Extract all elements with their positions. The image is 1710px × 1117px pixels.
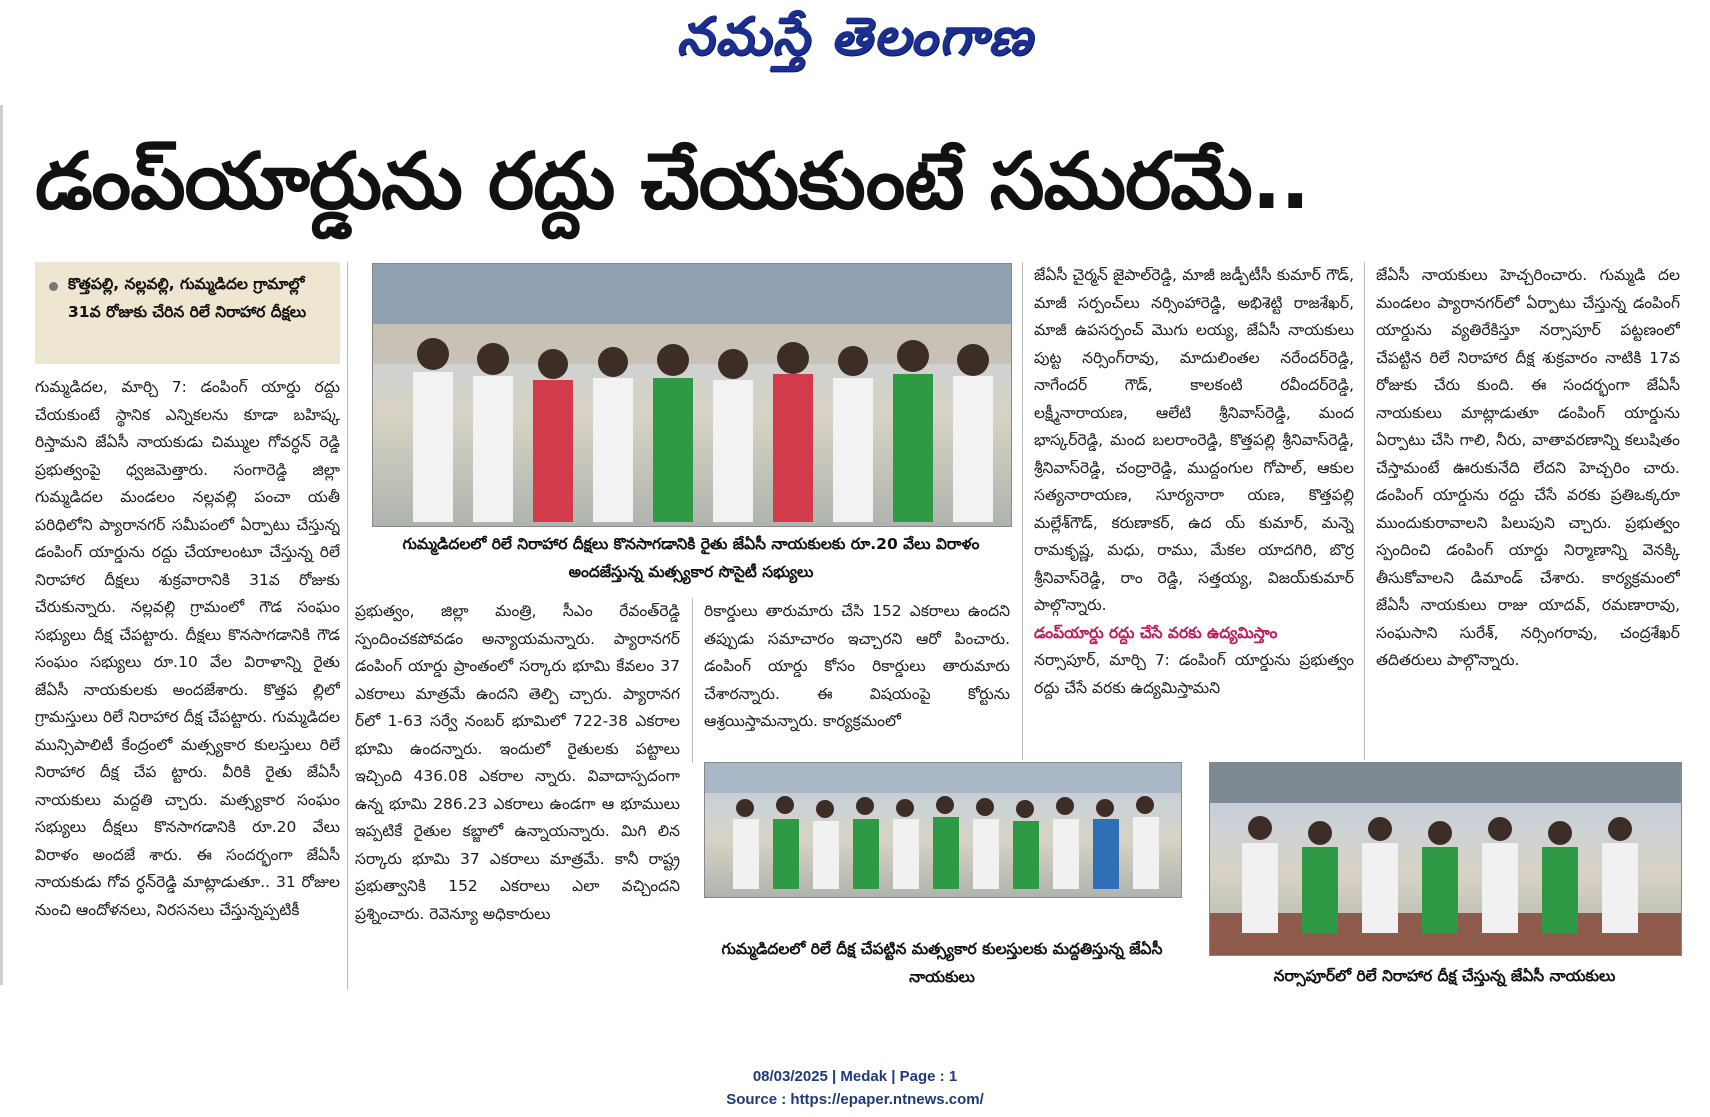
article-column-3	[704, 598, 1010, 758]
photo-caption-3: నర్సాపూర్‌లో రిలే నిరాహార దీక్ష చేస్తున్న జేఏసీ నాయకులు	[1273, 967, 1616, 985]
highlight-box	[35, 262, 340, 364]
photo-narsapur-protest	[1209, 762, 1682, 956]
headline: డంప్‌యార్డును రద్దు చేయకుంటే సమరమే..	[35, 137, 1310, 227]
column-divider	[1022, 262, 1023, 760]
photo-caption-1: గుమ్మడిదలలో రిలే నిరాహార దీక్షలు కొనసాగడానికి రైతు జేఏసీ నాయకులకు రూ.20 వేలు విరాళం అందజేస్తున్న మత్స్యకార సొసైటీ సభ్యులు	[402, 535, 980, 581]
masthead-logo: నమస్తే తెలంగాణ	[676, 6, 1034, 67]
crowd-photo-placeholder	[705, 763, 1181, 897]
column-5-text: జేఏసీ నాయకులు హెచ్చరించారు. గుమ్మడి దల మండలం ప్యారానగర్‌లో ఏర్పాటు చేస్తున్న డంపింగ్ యార్డును వ్యతిరేకిస్తూ నర్సాపూర్ పట్టణంలో చేపట్టిన రిలే నిరాహార దీక్ష శుక్రవారం నాటికి 17వ రోజుకు చేరు కుంది. ఈ సందర్భంగా జేఏసీ నాయకులు మాట్లాడుతూ డంపింగ్ యార్డును ఏర్పాటు చేసి గాలి, నీరు, వాతావరణాన్ని కలుషితం చేస్తామంటే ఊరుకునేది లేదని హెచ్చరిం చారు. డంపింగ్ యార్డును రద్దు చేసే వరకు ప్రతిఒక్కరూ ముందుకురావాలని పిలుపుని చ్చారు. ప్రభుత్వం స్పందించి డంపింగ్ యార్డు నిర్మాణాన్ని వెనక్కి తీసుకోవాలని డిమాండ్ చేశారు. కార్యక్రమంలో జేఏసీ నాయకులు రాజు యాదవ్, రమణారావు, సంఘసాని సురేశ్, నర్సింగరావు, చంద్రశేఖర్ తదితరులు పాల్గొన్నారు.	[1376, 266, 1680, 669]
masthead	[0, 8, 1710, 78]
bullet-icon	[49, 282, 58, 291]
column-divider	[1364, 262, 1365, 760]
highlight-text: కొత్తపల్లి, నల్లవల్లి, గుమ్మడిదల గ్రామాల్లో 31వ రోజుకు చేరిన రిలే నిరాహార దీక్షలు	[68, 275, 307, 321]
photo-fishermen-protest	[704, 762, 1182, 898]
column-divider	[692, 598, 693, 763]
column-1-text: గుమ్మడిదల, మార్చి 7: డంపింగ్ యార్డు రద్దు చేయకుంటే స్థానిక ఎన్నికలను కూడా బహిష్క రిస్తామని జేఏసీ నాయకుడు చిమ్ముల గోవర్ధన్ రెడ్డి ప్రభుత్వంపై ధ్వజమెత్తారు. సంగారెడ్డి జిల్లా గుమ్మడిదల మండలం నల్లవల్లి పంచా యతీ పరిధిలోని ప్యారానగర్ సమీపంలో ఏర్పాటు చేస్తున్న డంపింగ్ యార్డును రద్దు చేయాలంటూ చేస్తున్న రిలే నిరాహార దీక్షలు శుక్రవారానికి 31వ రోజుకు చేరుకున్నారు. నల్లవల్లి గ్రామంలో గౌడ సంఘం సభ్యులు దీక్ష చేపట్టారు. దీక్షలు కొనసాగడానికి గౌడ సంఘం సభ్యులు రూ.10 వేల విరాళాన్ని రైతు జేఏసీ నాయకులకు అందజేశారు. కొత్తప ల్లిలో గ్రామస్తులు రిలే నిరాహార దీక్ష చేపట్టారు. గుమ్మడిదల మున్సిపాలిటీ కేంద్రంలో మత్స్యకార కులస్తులు రిలే నిరాహార దీక్ష చేప ట్టారు. వీరికి రైతు జేఏసీ నాయకులు మద్దతి చ్చారు. మత్స్యకార సంఘం సభ్యులు దీక్షలు కొనసాగడానికి రూ.20 వేలు విరాళం అందజే శారు. ఈ సందర్భంగా జేఏసీ నాయకుడు గోవ ర్ధన్‌రెడ్డి మాట్లాడుతూ.. 31 రోజుల నుంచి ఆందోళనలు, నిరసనలు చేస్తున్నప్పటికీ	[35, 378, 340, 919]
column-4b-text: నర్సాపూర్, మార్చి 7: డంపింగ్ యార్డును ప్రభుత్వం రద్దు చేసే వరకు ఉద్యమిస్తామని	[1034, 651, 1354, 697]
column-divider	[347, 262, 348, 990]
article-column-1	[35, 374, 340, 990]
subheading: డంప్‌యార్డు రద్దు చేసే వరకు ఉద్యమిస్తాం	[1034, 623, 1278, 642]
footer-edition-line: 08/03/2025 | Medak | Page : 1	[752, 1068, 958, 1085]
left-margin-rule	[0, 105, 3, 985]
footer-source-link[interactable]: Source : https://epaper.ntnews.com/	[726, 1091, 984, 1108]
article-column-2	[355, 598, 680, 990]
column-2-text: ప్రభుత్వం, జిల్లా మంత్రి, సీఎం రేవంత్‌రెడ్డి స్పందించకపోవడం అన్యాయమన్నారు. ప్యారానగర్ డంపింగ్ యార్డు ప్రాంతంలో సర్కారు భూమి కేవలం 37 ఎకరాలు మాత్రమే ఉందని తెల్పి చ్చారు. ప్యారానగ ర్‌లో 1-63 సర్వే నంబర్ భూమిలో 722-38 ఎకరాల భూమి ఉందన్నారు. ఇందులో రైతులకు పట్టాలు ఇచ్చింది 436.08 ఎకరాల న్నారు. వివాదాస్పదంగా ఉన్న భూమి 286.23 ఎకరాలు ఉండగా ఆ భూములు ఇప్పటికే రైతుల కబ్జాలో ఉన్నాయన్నారు. మిగి లిన సర్కారు భూమి 37 ఎకరాలు మాత్రమే. కానీ రాష్ట్ర ప్రభుత్వానికి 152 ఎకరాలు ఎలా వచ్చిందని ప్రశ్నించారు. రెవెన్యూ అధికారులు	[355, 602, 680, 923]
article-column-4	[1034, 262, 1354, 762]
photo-caption-2: గుమ్మడిదలలో రిలే దీక్ష చేపట్టిన మత్స్యకార కులస్తులకు మద్దతిస్తున్న జేఏసీ నాయకులు	[721, 940, 1163, 986]
article-column-5	[1376, 262, 1680, 760]
crowd-photo-placeholder	[373, 264, 1011, 526]
column-4-text: జేఏసీ చైర్మన్ జైపాల్‌రెడ్డి, మాజీ జడ్పీటీసీ కుమార్ గౌడ్, మాజీ సర్పంచ్‌లు నర్సింహారెడ్డి, అభిశెట్టి రాజశేఖర్, మాజీ ఉపసర్పంచ్ మొగు లయ్య, జేఏసీ నాయకులు పుట్ట నర్సింగ్‌రావు, మాదులింతల నరేందర్‌రెడ్డి, నాగేందర్ గౌడ్, కాలకంటి రవీందర్‌రెడ్డి, లక్ష్మీనారాయణ, ఆలేటి శ్రీనివాస్‌రెడ్డి, మంద భాస్కర్‌రెడ్డి, మంద బలరాంరెడ్డి, కొత్తపల్లి శ్రీనివాస్‌రెడ్డి, శ్రీనివాస్‌రెడ్డి, చంద్రారెడ్డి, ముద్దంగుల గోపాల్, ఆకుల సత్యనారాయణ, సూర్యనారా యణ, కొత్తపల్లి మల్లేశ్‌గౌడ్, కరుణాకర్, ఉద య్ కుమార్, మన్నె రామకృష్ణ, మధు, రాము, మేకల యాదగిరి, బొర్ర శ్రీనివాస్‌రెడ్డి, రాం రెడ్డి, సత్తయ్య, విజయ్‌కుమార్ పాల్గొన్నారు.	[1034, 266, 1354, 614]
crowd-photo-placeholder	[1210, 763, 1681, 955]
column-3-text: రికార్డులు తారుమారు చేసి 152 ఎకరాలు ఉందని తప్పుడు సమాచారం ఇచ్చారని ఆరో పించారు. డంపింగ్ యార్డు కోసం రికార్డులు తారుమారు చేశారన్నారు. ఈ విషయంపై కోర్టును ఆశ్రయిస్తామన్నారు. కార్యక్రమంలో	[704, 602, 1010, 730]
photo-donation-gummadidala	[372, 263, 1012, 527]
